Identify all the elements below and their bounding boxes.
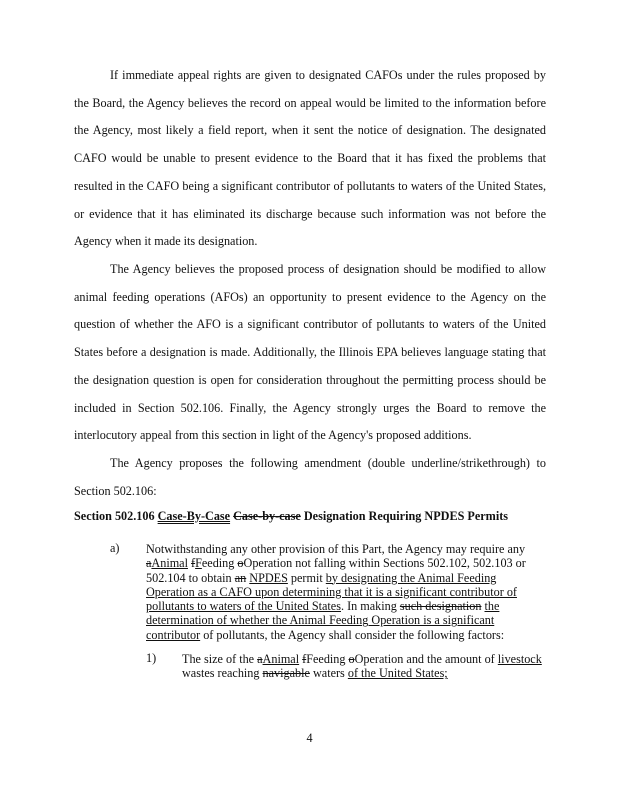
section-title-rest: Designation Requiring NPDES Permits: [303, 509, 508, 523]
section-heading: [74, 509, 554, 524]
item-a-t4: f: [191, 556, 196, 571]
item-a-t16: of pollutants, the Agency shall consider the following factors:: [203, 627, 505, 642]
item-a-t3: Animal: [151, 556, 188, 571]
item-1-label: 1): [146, 651, 157, 665]
item-a-t15: the determination of whether the Animal Feeding Operation is a significant contributor: [146, 599, 500, 642]
item-1-t7: Operation and the amount of: [354, 652, 495, 666]
item-1-t10: navigable: [262, 666, 310, 681]
item-1-t11: waters: [312, 666, 345, 681]
section-number: Section 502.106: [74, 509, 155, 523]
item-1-t2: a: [257, 652, 263, 666]
section-title-struck: Case-by-case: [233, 509, 301, 523]
item-a-t8: Operation not falling within Sections 502.102, 502.103 or 502.104 to obtain: [146, 556, 526, 585]
item-a-t2: a: [146, 556, 152, 571]
item-a-t11: permit: [290, 570, 323, 585]
paragraph-amendment-intro: The Agency proposes the following amendment (double underline/strikethrough) to Section 502.106:: [74, 456, 546, 498]
item-1-t1: The size of the: [182, 652, 255, 666]
item-a-t13: . In making: [340, 599, 397, 614]
item-a-t6: eeding: [201, 556, 235, 571]
item-1-t3: Animal: [262, 652, 300, 666]
paragraph-appeal-record: If immediate appeal rights are given to designated CAFOs under the rules proposed by the Board, the Agency believes the record on appeal would be limited to the information before the Agency, most likely a field report, when it sent the notice of designation. The designated CAFO would be unable to present evidence to the Board that it has fixed the problems that resulted in the CAFO being a significant contributor of pollutants to waters of the United States, or evidence that it has eliminated its discharge because such information was not before the Agency when it made its designation.: [74, 68, 546, 249]
item-a-t9: an: [234, 570, 247, 585]
item-a-t10: NPDES: [249, 570, 288, 585]
item-a-t1: Notwithstanding any other provision of this Part, the Agency may require any: [146, 542, 526, 556]
item-a-label: a): [110, 541, 120, 555]
section-title-added: Case-By-Case: [157, 509, 231, 523]
item-1-t5: Feeding: [306, 652, 346, 666]
item-a-t14: such designation: [399, 599, 482, 614]
item-1-t9: wastes reaching: [182, 666, 260, 681]
item-a-t12: by designating the Animal Feeding Operation as a CAFO upon determining that it is a significant contributor of pollutants to waters of the United States: [146, 570, 517, 614]
page-number: 4: [306, 731, 313, 745]
item-1-t6: o: [348, 652, 355, 666]
item-1-t12: of the United States;: [347, 666, 448, 681]
item-a-t7: o: [237, 556, 244, 571]
item-1-t4: f: [302, 652, 307, 666]
paragraph-proposed-process: The Agency believes the proposed process of designation should be modified to allow animal feeding operations (AFOs) an opportunity to present evidence to the Agency on the question of whether the AFO is a significant contributor of pollutants to waters of the United States before a designation is made. Additionally, the Illinois EPA believes language stating that the designation question is open for consideration throughout the permitting process should be included in Section 502.106. Finally, the Agency strongly urges the Board to remove the interlocutory appeal from this section in light of the Agency's proposed additions.: [74, 262, 546, 443]
item-a-t5: F: [195, 556, 202, 571]
item-a-text: [146, 542, 546, 642]
item-1-t8: livestock: [497, 652, 542, 666]
item-1-text: [182, 652, 546, 681]
